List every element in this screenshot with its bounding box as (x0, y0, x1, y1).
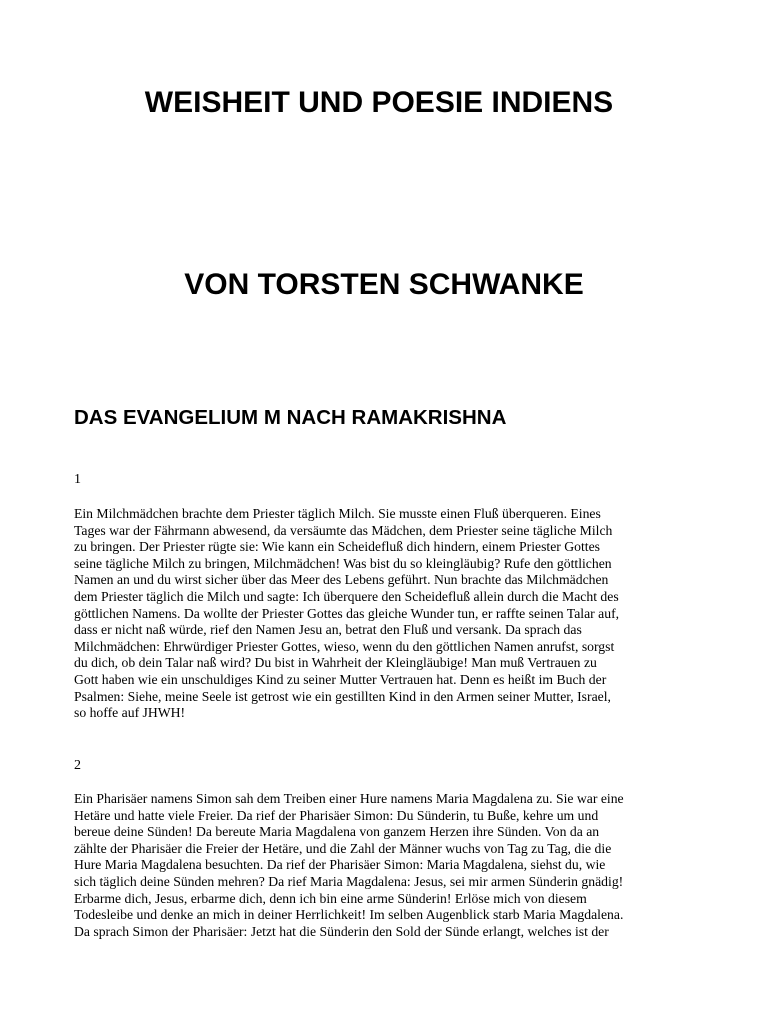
text-line: Tages war der Fährmann abwesend, da versäumte das Mädchen, dem Priester seine tägliche Milch (74, 522, 613, 538)
text-line: Milchmädchen: Ehrwürdiger Priester Gottes, wieso, wenn du den göttlichen Namen anrufst, sorgst (74, 638, 615, 654)
chapter-heading: DAS EVANGELIUM M NACH RAMAKRISHNA (74, 406, 507, 429)
section-number: 2 (74, 758, 81, 773)
text-line: bereue deine Sünden! Da bereute Maria Magdalena von ganzem Herzen ihre Sünden. Von da an (74, 824, 600, 840)
section-number: 1 (74, 472, 81, 487)
section-paragraph (74, 791, 714, 940)
text-line: Psalmen: Siehe, meine Seele ist getrost wie ein gestillten Kind in den Armen seiner Mutter, Israel, (74, 688, 611, 704)
text-line: göttlichen Namens. Da wollte der Priester Gottes das gleiche Wunder tun, er raffte seinen Talar auf, (74, 605, 620, 621)
document-title: WEISHEIT UND POESIE INDIENS (144, 86, 614, 119)
text-line: zu bringen. Der Priester rügte sie: Wie kann ein Scheidefluß dich hindern, einem Priester Gottes (74, 539, 601, 555)
text-line: so hoffe auf JHWH! (74, 705, 186, 721)
text-line: Hetäre und hatte viele Freier. Da rief der Pharisäer Simon: Du Sünderin, tu Buße, kehre um und (74, 807, 599, 823)
text-line: Namen an und du wirst sicher über das Meer des Lebens geführt. Nun brachte das Milchmädchen (74, 572, 609, 588)
text-line: dass er nicht naß würde, rief den Namen Jesu an, betrat den Fluß und versank. Da sprach das (74, 622, 582, 638)
text-line: zählte der Pharisäer die Freier der Hetäre, und die Zahl der Männer wuchs von Tag zu Tag, die die (74, 840, 612, 856)
author-line: VON TORSTEN SCHWANKE (184, 268, 584, 301)
text-line: dem Priester täglich die Milch und sagte: Ich überquere den Scheidefluß allein durch die Macht des (74, 588, 619, 604)
text-line: Da sprach Simon der Pharisäer: Jetzt hat die Sünderin den Sold der Sünde erlangt, welches ist der (74, 923, 609, 939)
section-paragraph (74, 506, 714, 722)
text-line: Hure Maria Magdalena besuchten. Da rief der Pharisäer Simon: Maria Magdalena, siehst du, wie (74, 857, 606, 873)
text-line: Todesleibe und denke an mich in deiner Herrlichkeit! Im selben Augenblick starb Maria Magdalena. (74, 907, 624, 923)
text-line: Erbarme dich, Jesus, erbarme dich, denn ich bin eine arme Sünderin! Erlöse mich von diesem (74, 890, 587, 906)
text-line: Ein Pharisäer namens Simon sah dem Treiben einer Hure namens Maria Magdalena zu. Sie war eine (74, 791, 624, 806)
text-line: Ein Milchmädchen brachte dem Priester täglich Milch. Sie musste einen Fluß überqueren. Eines (74, 506, 601, 521)
text-line: Gott haben wie ein unschuldiges Kind zu seiner Mutter Vertrauen hat. Denn es heißt im Buch der (74, 671, 607, 687)
text-line: seine tägliche Milch zu bringen, Milchmädchen! Was bist du so kleingläubig? Rufe den göttlichen (74, 555, 612, 571)
text-line: du dich, ob dein Talar naß wird? Du bist in Wahrheit der Kleingläubige! Man muß Vertrauen zu (74, 655, 597, 671)
text-line: sich täglich deine Sünden mehren? Da rief Maria Magdalena: Jesus, sei mir armen Sünderin gnädig! (74, 873, 624, 889)
